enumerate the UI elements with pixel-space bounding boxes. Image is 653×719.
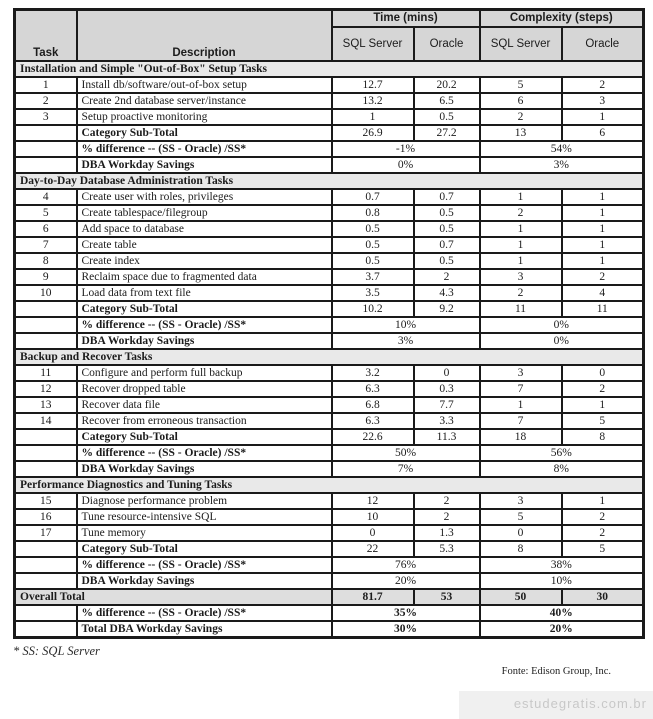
task-description: Create tablespace/filegroup xyxy=(77,205,332,221)
header-description: Description xyxy=(77,10,332,61)
empty-task-cell xyxy=(15,621,77,638)
task-row xyxy=(15,493,644,509)
pct-difference-label: % difference -- (SS - Oracle) /SS* xyxy=(77,445,332,461)
header-group-row xyxy=(15,10,644,27)
task-number: 3 xyxy=(15,109,77,125)
value-cell-time-ss: 0.5 xyxy=(332,237,414,253)
task-description: Add space to database xyxy=(77,221,332,237)
task-row xyxy=(15,221,644,237)
pct-difference-row xyxy=(15,557,644,573)
value-cell-time-oracle: 0.5 xyxy=(414,221,480,237)
dba-savings-row xyxy=(15,461,644,477)
value-cell-cx-oracle: 1 xyxy=(562,493,644,509)
value-cell-cx-oracle: 1 xyxy=(562,237,644,253)
task-description: Create index xyxy=(77,253,332,269)
task-description: Create user with roles, privileges xyxy=(77,189,332,205)
overall-cx-oracle: 30 xyxy=(562,589,644,605)
value-cell-time-ss: 6.3 xyxy=(332,381,414,397)
value-cell-cx-ss: 3 xyxy=(480,493,562,509)
value-cell-cx-ss: 7 xyxy=(480,381,562,397)
section-title: Performance Diagnostics and Tuning Tasks xyxy=(15,477,644,493)
category-subtotal-row xyxy=(15,125,644,141)
value-cell-cx-oracle: 1 xyxy=(562,205,644,221)
subtotal-label: Category Sub-Total xyxy=(77,541,332,557)
task-description: Diagnose performance problem xyxy=(77,493,332,509)
subtotal-cx-oracle: 5 xyxy=(562,541,644,557)
task-row xyxy=(15,93,644,109)
table-header xyxy=(15,10,644,61)
task-number: 10 xyxy=(15,285,77,301)
savings-complexity-value: 8% xyxy=(480,461,644,477)
header-complexity-sql-server: SQL Server xyxy=(480,27,562,61)
pct-time-value: 10% xyxy=(332,317,480,333)
overall-total-label: Overall Total xyxy=(15,589,332,605)
value-cell-time-ss: 13.2 xyxy=(332,93,414,109)
subtotal-time-oracle: 9.2 xyxy=(414,301,480,317)
overall-pct-label: % difference -- (SS - Oracle) /SS* xyxy=(77,605,332,621)
subtotal-cx-ss: 18 xyxy=(480,429,562,445)
value-cell-cx-oracle: 1 xyxy=(562,109,644,125)
subtotal-time-ss: 10.2 xyxy=(332,301,414,317)
pct-time-value: -1% xyxy=(332,141,480,157)
header-task: Task xyxy=(15,10,77,61)
category-subtotal-row xyxy=(15,541,644,557)
task-row xyxy=(15,77,644,93)
section-title: Backup and Recover Tasks xyxy=(15,349,644,365)
task-description: Recover from erroneous transaction xyxy=(77,413,332,429)
value-cell-time-oracle: 2 xyxy=(414,493,480,509)
savings-complexity-value: 3% xyxy=(480,157,644,173)
task-row xyxy=(15,269,644,285)
savings-label: DBA Workday Savings xyxy=(77,157,332,173)
subtotal-time-ss: 22 xyxy=(332,541,414,557)
pct-difference-label: % difference -- (SS - Oracle) /SS* xyxy=(77,317,332,333)
pct-difference-label: % difference -- (SS - Oracle) /SS* xyxy=(77,141,332,157)
overall-time-oracle: 53 xyxy=(414,589,480,605)
task-number: 1 xyxy=(15,77,77,93)
savings-complexity-value: 10% xyxy=(480,573,644,589)
task-row xyxy=(15,285,644,301)
value-cell-time-oracle: 2 xyxy=(414,509,480,525)
subtotal-cx-ss: 13 xyxy=(480,125,562,141)
task-row xyxy=(15,109,644,125)
task-row xyxy=(15,205,644,221)
task-description: Recover dropped table xyxy=(77,381,332,397)
task-description: Install db/software/out-of-box setup xyxy=(77,77,332,93)
total-savings-label: Total DBA Workday Savings xyxy=(77,621,332,638)
empty-task-cell xyxy=(15,141,77,157)
pct-complexity-value: 54% xyxy=(480,141,644,157)
value-cell-cx-ss: 5 xyxy=(480,509,562,525)
value-cell-time-oracle: 2 xyxy=(414,269,480,285)
footnote: * SS: SQL Server xyxy=(13,643,100,658)
value-cell-time-ss: 6.3 xyxy=(332,413,414,429)
task-description: Recover data file xyxy=(77,397,332,413)
value-cell-cx-oracle: 2 xyxy=(562,269,644,285)
value-cell-time-oracle: 0.7 xyxy=(414,189,480,205)
value-cell-cx-oracle: 2 xyxy=(562,381,644,397)
value-cell-time-oracle: 6.5 xyxy=(414,93,480,109)
empty-task-cell xyxy=(15,157,77,173)
value-cell-time-ss: 12 xyxy=(332,493,414,509)
overall-pct-time-value: 35% xyxy=(332,605,480,621)
empty-task-cell xyxy=(15,125,77,141)
task-number: 14 xyxy=(15,413,77,429)
task-row xyxy=(15,381,644,397)
empty-task-cell xyxy=(15,605,77,621)
pct-complexity-value: 0% xyxy=(480,317,644,333)
value-cell-cx-ss: 0 xyxy=(480,525,562,541)
empty-task-cell xyxy=(15,301,77,317)
pct-difference-row xyxy=(15,445,644,461)
total-savings-complexity-value: 20% xyxy=(480,621,644,638)
overall-pct-complexity-value: 40% xyxy=(480,605,644,621)
subtotal-label: Category Sub-Total xyxy=(77,125,332,141)
task-row xyxy=(15,525,644,541)
task-number: 4 xyxy=(15,189,77,205)
value-cell-time-ss: 0.5 xyxy=(332,253,414,269)
category-subtotal-row xyxy=(15,429,644,445)
value-cell-time-ss: 6.8 xyxy=(332,397,414,413)
savings-complexity-value: 0% xyxy=(480,333,644,349)
task-row xyxy=(15,509,644,525)
dba-savings-row xyxy=(15,333,644,349)
task-description: Tune memory xyxy=(77,525,332,541)
task-description: Setup proactive monitoring xyxy=(77,109,332,125)
section-header-row xyxy=(15,349,644,365)
task-number: 15 xyxy=(15,493,77,509)
task-number: 13 xyxy=(15,397,77,413)
subtotal-label: Category Sub-Total xyxy=(77,301,332,317)
task-number: 11 xyxy=(15,365,77,381)
pct-time-value: 76% xyxy=(332,557,480,573)
value-cell-cx-ss: 1 xyxy=(480,397,562,413)
value-cell-time-oracle: 1.3 xyxy=(414,525,480,541)
watermark-strip xyxy=(459,691,653,719)
task-description: Create 2nd database server/instance xyxy=(77,93,332,109)
value-cell-time-ss: 0.5 xyxy=(332,221,414,237)
empty-task-cell xyxy=(15,557,77,573)
overall-pct-difference-row xyxy=(15,605,644,621)
value-cell-cx-oracle: 1 xyxy=(562,221,644,237)
dba-task-comparison-table xyxy=(13,8,645,639)
subtotal-cx-ss: 8 xyxy=(480,541,562,557)
header-time-oracle: Oracle xyxy=(414,27,480,61)
category-subtotal-row xyxy=(15,301,644,317)
section-title: Installation and Simple "Out-of-Box" Setup Tasks xyxy=(15,61,644,77)
value-cell-cx-ss: 3 xyxy=(480,365,562,381)
savings-label: DBA Workday Savings xyxy=(77,573,332,589)
section-title: Day-to-Day Database Administration Tasks xyxy=(15,173,644,189)
value-cell-cx-ss: 3 xyxy=(480,269,562,285)
subtotal-label: Category Sub-Total xyxy=(77,429,332,445)
savings-time-value: 0% xyxy=(332,157,480,173)
value-cell-cx-ss: 1 xyxy=(480,189,562,205)
value-cell-cx-ss: 1 xyxy=(480,253,562,269)
subtotal-cx-oracle: 6 xyxy=(562,125,644,141)
value-cell-cx-oracle: 0 xyxy=(562,365,644,381)
task-number: 17 xyxy=(15,525,77,541)
overall-time-ss: 81.7 xyxy=(332,589,414,605)
pct-difference-row xyxy=(15,141,644,157)
overall-total-row xyxy=(15,589,644,605)
total-savings-time-value: 30% xyxy=(332,621,480,638)
empty-task-cell xyxy=(15,541,77,557)
value-cell-time-oracle: 3.3 xyxy=(414,413,480,429)
value-cell-cx-oracle: 2 xyxy=(562,77,644,93)
pct-complexity-value: 38% xyxy=(480,557,644,573)
value-cell-time-oracle: 0 xyxy=(414,365,480,381)
empty-task-cell xyxy=(15,429,77,445)
empty-task-cell xyxy=(15,333,77,349)
task-number: 12 xyxy=(15,381,77,397)
savings-time-value: 3% xyxy=(332,333,480,349)
value-cell-cx-ss: 2 xyxy=(480,109,562,125)
section-header-row xyxy=(15,477,644,493)
header-time-group: Time (mins) xyxy=(332,10,480,27)
value-cell-time-ss: 3.5 xyxy=(332,285,414,301)
value-cell-cx-ss: 7 xyxy=(480,413,562,429)
value-cell-cx-oracle: 1 xyxy=(562,189,644,205)
task-description: Configure and perform full backup xyxy=(77,365,332,381)
header-complexity-oracle: Oracle xyxy=(562,27,644,61)
dba-savings-row xyxy=(15,573,644,589)
watermark-text: estudegratis.com.br xyxy=(513,696,647,711)
value-cell-time-ss: 1 xyxy=(332,109,414,125)
task-row xyxy=(15,253,644,269)
value-cell-cx-oracle: 1 xyxy=(562,253,644,269)
section-header-row xyxy=(15,61,644,77)
savings-time-value: 7% xyxy=(332,461,480,477)
pct-difference-label: % difference -- (SS - Oracle) /SS* xyxy=(77,557,332,573)
value-cell-time-oracle: 4.3 xyxy=(414,285,480,301)
subtotal-time-oracle: 27.2 xyxy=(414,125,480,141)
pct-difference-row xyxy=(15,317,644,333)
value-cell-time-oracle: 0.7 xyxy=(414,237,480,253)
task-description: Create table xyxy=(77,237,332,253)
value-cell-cx-ss: 1 xyxy=(480,237,562,253)
task-number: 7 xyxy=(15,237,77,253)
source-credit: Fonte: Edison Group, Inc. xyxy=(501,665,611,677)
subtotal-time-ss: 22.6 xyxy=(332,429,414,445)
table-body xyxy=(15,61,644,638)
value-cell-time-oracle: 0.5 xyxy=(414,253,480,269)
task-row xyxy=(15,365,644,381)
task-number: 6 xyxy=(15,221,77,237)
value-cell-time-oracle: 0.5 xyxy=(414,205,480,221)
value-cell-cx-ss: 1 xyxy=(480,221,562,237)
value-cell-time-ss: 10 xyxy=(332,509,414,525)
empty-task-cell xyxy=(15,461,77,477)
task-number: 16 xyxy=(15,509,77,525)
value-cell-cx-oracle: 4 xyxy=(562,285,644,301)
dba-savings-row xyxy=(15,157,644,173)
subtotal-time-oracle: 5.3 xyxy=(414,541,480,557)
value-cell-time-ss: 0 xyxy=(332,525,414,541)
task-description: Reclaim space due to fragmented data xyxy=(77,269,332,285)
subtotal-cx-oracle: 11 xyxy=(562,301,644,317)
value-cell-time-ss: 0.8 xyxy=(332,205,414,221)
value-cell-cx-oracle: 1 xyxy=(562,397,644,413)
header-time-sql-server: SQL Server xyxy=(332,27,414,61)
pct-time-value: 50% xyxy=(332,445,480,461)
task-description: Tune resource-intensive SQL xyxy=(77,509,332,525)
task-description: Load data from text file xyxy=(77,285,332,301)
value-cell-time-oracle: 0.3 xyxy=(414,381,480,397)
value-cell-cx-ss: 6 xyxy=(480,93,562,109)
value-cell-cx-ss: 2 xyxy=(480,205,562,221)
value-cell-cx-oracle: 3 xyxy=(562,93,644,109)
empty-task-cell xyxy=(15,573,77,589)
savings-time-value: 20% xyxy=(332,573,480,589)
value-cell-time-ss: 0.7 xyxy=(332,189,414,205)
value-cell-time-oracle: 20.2 xyxy=(414,77,480,93)
savings-label: DBA Workday Savings xyxy=(77,461,332,477)
subtotal-cx-ss: 11 xyxy=(480,301,562,317)
value-cell-cx-oracle: 2 xyxy=(562,525,644,541)
savings-label: DBA Workday Savings xyxy=(77,333,332,349)
total-savings-row xyxy=(15,621,644,638)
overall-cx-ss: 50 xyxy=(480,589,562,605)
value-cell-time-ss: 3.7 xyxy=(332,269,414,285)
task-row xyxy=(15,397,644,413)
value-cell-time-ss: 12.7 xyxy=(332,77,414,93)
task-number: 9 xyxy=(15,269,77,285)
header-complexity-group: Complexity (steps) xyxy=(480,10,644,27)
subtotal-time-oracle: 11.3 xyxy=(414,429,480,445)
task-number: 2 xyxy=(15,93,77,109)
value-cell-cx-oracle: 5 xyxy=(562,413,644,429)
subtotal-time-ss: 26.9 xyxy=(332,125,414,141)
section-header-row xyxy=(15,173,644,189)
value-cell-cx-ss: 5 xyxy=(480,77,562,93)
task-row xyxy=(15,189,644,205)
task-number: 8 xyxy=(15,253,77,269)
value-cell-time-ss: 3.2 xyxy=(332,365,414,381)
pct-complexity-value: 56% xyxy=(480,445,644,461)
value-cell-cx-oracle: 2 xyxy=(562,509,644,525)
value-cell-time-oracle: 0.5 xyxy=(414,109,480,125)
empty-task-cell xyxy=(15,445,77,461)
task-row xyxy=(15,237,644,253)
value-cell-time-oracle: 7.7 xyxy=(414,397,480,413)
task-row xyxy=(15,413,644,429)
task-number: 5 xyxy=(15,205,77,221)
empty-task-cell xyxy=(15,317,77,333)
subtotal-cx-oracle: 8 xyxy=(562,429,644,445)
value-cell-cx-ss: 2 xyxy=(480,285,562,301)
